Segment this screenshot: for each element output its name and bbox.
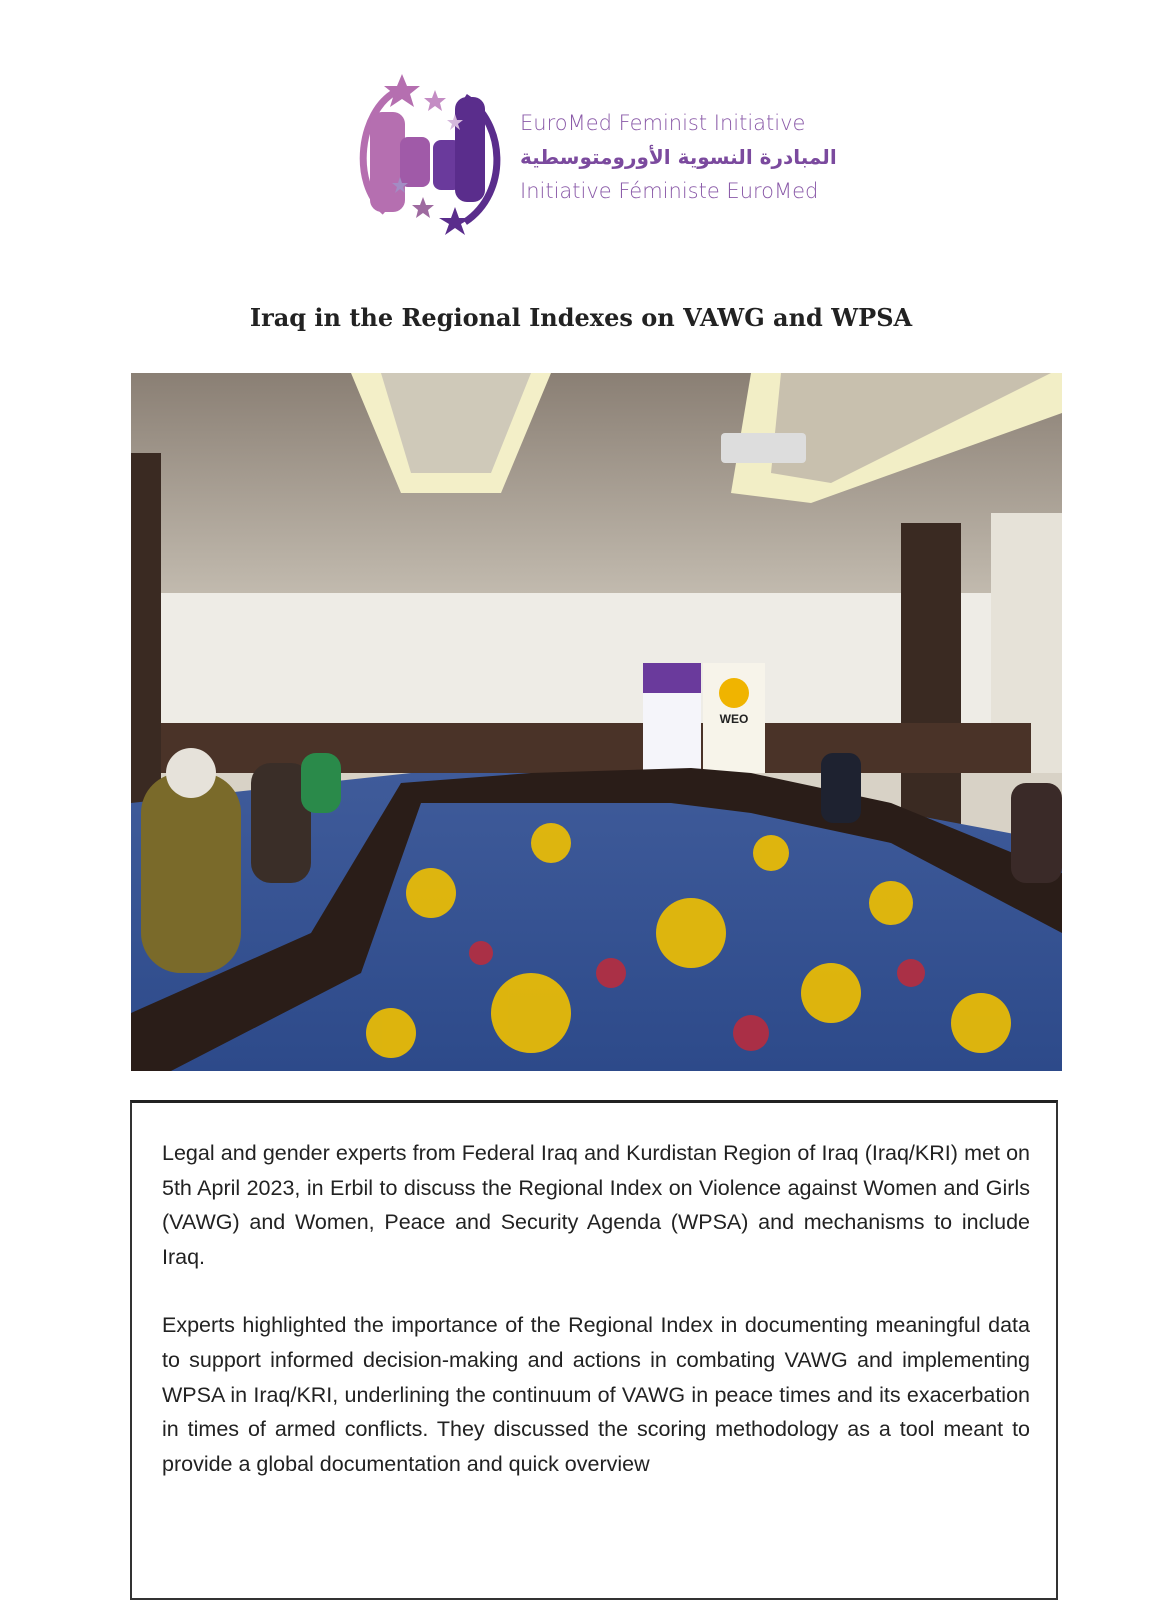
article-title: Iraq in the Regional Indexes on VAWG and WPSA <box>249 303 913 332</box>
article-paragraph: Experts highlighted the importance of the Regional Index in documenting meaningful data to support informed decision-making and actions in combating VAWG and implementing WPSA in Iraq/KRI, underlining the continuum of VAWG in peace times and its exacerbation in times of armed conflicts. They discussed the scoring methodology as a tool meant to provide a global documentation and quick overview <box>162 1313 1030 1476</box>
efi-logo[interactable] <box>355 72 837 238</box>
logo-text-fr: Initiative Féministe EuroMed <box>520 179 819 203</box>
article-paragraph: Legal and gender experts from Federal Iraq and Kurdistan Region of Iraq (Iraq/KRI) met on 5th April 2023, in Erbil to discuss the Regional Index on Violence against Women and Girls (VAWG) and Women, Peace and Security Agenda (WPSA) and mechanisms to include Iraq. <box>162 1141 1030 1269</box>
meeting-photo <box>131 373 1062 1071</box>
article-body <box>130 1100 1058 1600</box>
logo-text-en: EuroMed Feminist Initiative <box>520 111 806 135</box>
logo-emblem-icon <box>355 72 520 238</box>
weo-banner-text: WEO <box>719 712 749 726</box>
logo-text-ar: المبادرة النسوية الأورومتوسطية <box>520 145 837 169</box>
